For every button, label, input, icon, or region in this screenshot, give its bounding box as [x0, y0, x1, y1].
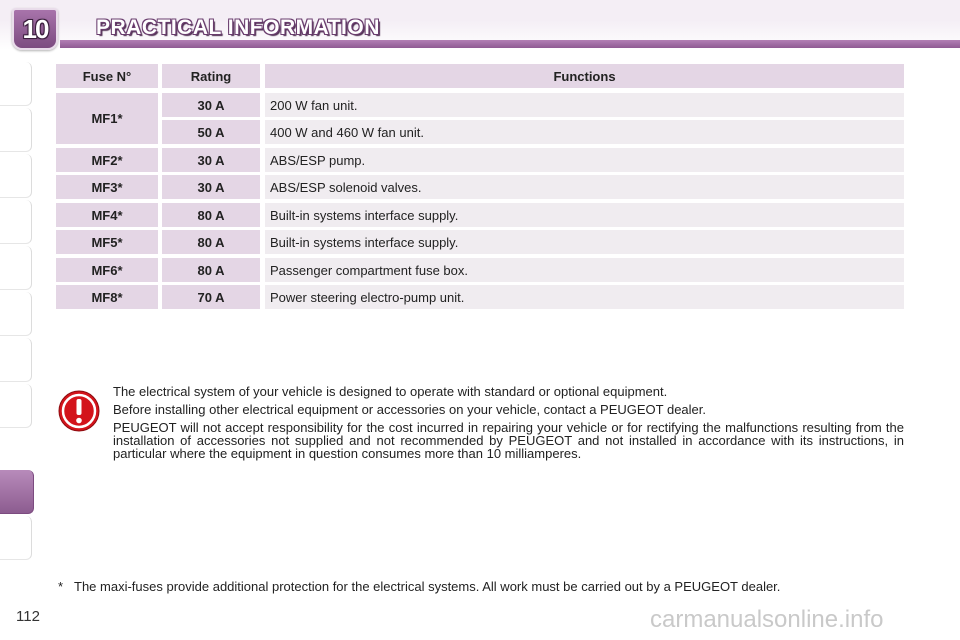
table-row [56, 148, 904, 172]
chapter-tab[interactable] [0, 292, 32, 336]
table-row [56, 203, 904, 227]
rating-cell: 30 A [162, 148, 260, 172]
page-header [0, 0, 960, 50]
footnote [58, 580, 904, 593]
rating-cell: 80 A [162, 203, 260, 227]
fuse-cell: MF8* [56, 285, 158, 309]
table-row [56, 120, 904, 144]
rating-cell: 70 A [162, 285, 260, 309]
rating-cell: 80 A [162, 230, 260, 254]
page-title: PRACTICAL INFORMATION [96, 16, 380, 39]
chapter-tab-active[interactable] [0, 470, 34, 514]
fuse-cell: MF5* [56, 230, 158, 254]
rating-cell: 30 A [162, 175, 260, 199]
chapter-tab[interactable] [0, 154, 32, 198]
chapter-tab[interactable] [0, 384, 32, 428]
table-row [56, 285, 904, 309]
chapter-number: 10 [22, 13, 48, 44]
function-cell: Power steering electro-pump unit. [265, 285, 904, 309]
fuse-cell-mf1: MF1* [56, 93, 158, 144]
table-row [56, 93, 904, 117]
warning-paragraph: PEUGEOT will not accept responsibility for the cost incurred in repairing your vehicle or for rectifying the malfunctions resulting from the installation of accessories not supplied and not recommended by PEUGEOT and not installed in accordance with its instructions, in particular where the equipment in question consumes more than 10 milliamperes. [113, 420, 904, 461]
warning-text-block [58, 385, 904, 460]
page-number: 112 [16, 608, 40, 625]
column-header-rating: Rating [162, 64, 260, 88]
fuse-cell: MF2* [56, 148, 158, 172]
chapter-tab[interactable] [0, 62, 32, 106]
function-cell: Built-in systems interface supply. [265, 230, 904, 254]
chapter-tabs [0, 62, 34, 574]
fuse-cell: MF6* [56, 258, 158, 282]
table-row [56, 258, 904, 282]
table-row [56, 230, 904, 254]
rating-cell: 30 A [162, 93, 260, 117]
column-header-fuse: Fuse N° [56, 64, 158, 88]
function-cell: 200 W fan unit. [265, 93, 904, 117]
table-row [56, 175, 904, 199]
watermark: carmanualsonline.info [650, 606, 884, 633]
column-header-functions: Functions [265, 64, 904, 88]
footnote-text: The maxi-fuses provide additional protection for the electrical systems. All work must be carried out by a PEUGEOT dealer. [74, 579, 781, 594]
chapter-badge [12, 8, 58, 50]
function-cell: 400 W and 460 W fan unit. [265, 120, 904, 144]
warning-paragraph: The electrical system of your vehicle is designed to operate with standard or optional equipment. [113, 384, 668, 399]
footnote-marker: * [58, 579, 64, 594]
function-cell: Built-in systems interface supply. [265, 203, 904, 227]
chapter-tab[interactable] [0, 246, 32, 290]
function-cell: ABS/ESP solenoid valves. [265, 175, 904, 199]
warning-paragraph: Before installing other electrical equipment or accessories on your vehicle, contact a PEUGEOT dealer. [113, 402, 707, 417]
table-header-row [56, 64, 904, 88]
function-cell: Passenger compartment fuse box. [265, 258, 904, 282]
chapter-tab[interactable] [0, 108, 32, 152]
function-cell: ABS/ESP pump. [265, 148, 904, 172]
chapter-tab[interactable] [0, 516, 32, 560]
fuse-cell: MF3* [56, 175, 158, 199]
rating-cell: 50 A [162, 120, 260, 144]
header-accent-bar [60, 40, 960, 48]
chapter-tab[interactable] [0, 338, 32, 382]
chapter-tab[interactable] [0, 200, 32, 244]
rating-cell: 80 A [162, 258, 260, 282]
fuse-cell: MF4* [56, 203, 158, 227]
